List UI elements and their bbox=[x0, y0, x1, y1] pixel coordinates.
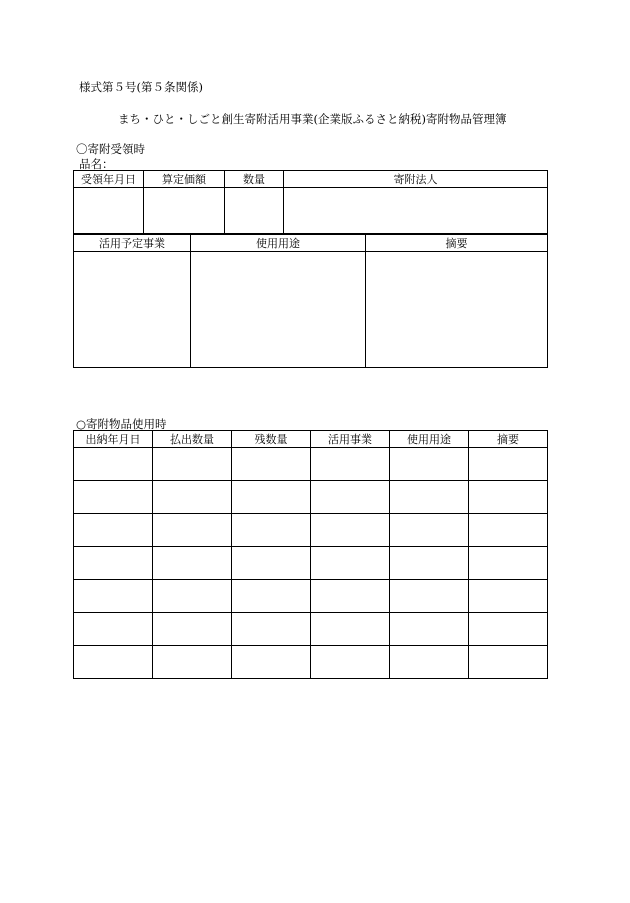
table-row bbox=[74, 646, 548, 679]
table-cell[interactable] bbox=[311, 448, 390, 481]
table-cell[interactable] bbox=[153, 514, 232, 547]
table-cell[interactable] bbox=[153, 646, 232, 679]
document-title: まち・ひと・しごと創生寄附活用事業(企業版ふるさと納税)寄附物品管理簿 bbox=[118, 112, 507, 126]
table-cell[interactable] bbox=[390, 646, 469, 679]
table-cell[interactable] bbox=[74, 481, 153, 514]
table-cell[interactable] bbox=[311, 646, 390, 679]
table-cell[interactable] bbox=[74, 613, 153, 646]
table-row bbox=[74, 613, 548, 646]
table-cell[interactable] bbox=[232, 613, 311, 646]
table-cell[interactable] bbox=[74, 646, 153, 679]
table-cell[interactable] bbox=[469, 514, 548, 547]
header-issue-date: 出納年月日 bbox=[74, 431, 153, 448]
table-cell[interactable] bbox=[232, 448, 311, 481]
table-cell[interactable] bbox=[153, 613, 232, 646]
table-cell[interactable] bbox=[153, 481, 232, 514]
cell-assessed-value[interactable] bbox=[144, 188, 225, 234]
header-planned-project: 活用予定事業 bbox=[74, 235, 191, 252]
table-cell[interactable] bbox=[469, 580, 548, 613]
table-cell[interactable] bbox=[74, 547, 153, 580]
section-receipt-heading: 〇寄附受領時 bbox=[76, 142, 145, 156]
cell-quantity[interactable] bbox=[225, 188, 284, 234]
form-number: 様式第５号(第５条関係) bbox=[79, 80, 203, 94]
receipt-table bbox=[73, 170, 548, 234]
table-cell[interactable] bbox=[311, 580, 390, 613]
table-cell[interactable] bbox=[232, 481, 311, 514]
table-cell[interactable] bbox=[469, 547, 548, 580]
table-cell[interactable] bbox=[311, 613, 390, 646]
header-remarks: 摘要 bbox=[366, 235, 548, 252]
table-cell[interactable] bbox=[74, 580, 153, 613]
table-cell[interactable] bbox=[390, 448, 469, 481]
table-row bbox=[74, 448, 548, 481]
cell-usage[interactable] bbox=[191, 252, 366, 368]
cell-planned-project[interactable] bbox=[74, 252, 191, 368]
table-row bbox=[74, 547, 548, 580]
table-cell[interactable] bbox=[153, 448, 232, 481]
header-issued-quantity: 払出数量 bbox=[153, 431, 232, 448]
table-cell[interactable] bbox=[311, 481, 390, 514]
table-cell[interactable] bbox=[311, 547, 390, 580]
table-cell[interactable] bbox=[469, 646, 548, 679]
planned-use-table bbox=[73, 234, 548, 368]
table-cell[interactable] bbox=[232, 646, 311, 679]
cell-receipt-date[interactable] bbox=[74, 188, 144, 234]
header-remaining-quantity: 残数量 bbox=[232, 431, 311, 448]
table-cell[interactable] bbox=[469, 613, 548, 646]
table-cell[interactable] bbox=[469, 481, 548, 514]
header-donor-corporation: 寄附法人 bbox=[284, 171, 548, 188]
header-receipt-date: 受領年月日 bbox=[74, 171, 144, 188]
cell-remarks[interactable] bbox=[366, 252, 548, 368]
table-cell[interactable] bbox=[390, 580, 469, 613]
usage-log-table bbox=[73, 430, 548, 679]
table-row bbox=[74, 481, 548, 514]
header-usage: 使用用途 bbox=[191, 235, 366, 252]
table-cell[interactable] bbox=[232, 514, 311, 547]
item-name-label: 品名： bbox=[79, 157, 114, 171]
header-project: 活用事業 bbox=[311, 431, 390, 448]
table-cell[interactable] bbox=[469, 448, 548, 481]
header-assessed-value: 算定価額 bbox=[144, 171, 225, 188]
table-cell[interactable] bbox=[232, 580, 311, 613]
table-cell[interactable] bbox=[232, 547, 311, 580]
table-cell[interactable] bbox=[311, 514, 390, 547]
table-row bbox=[74, 580, 548, 613]
table-cell[interactable] bbox=[74, 514, 153, 547]
table-cell[interactable] bbox=[390, 514, 469, 547]
table-cell[interactable] bbox=[390, 613, 469, 646]
header-usage: 使用用途 bbox=[390, 431, 469, 448]
table-cell[interactable] bbox=[153, 547, 232, 580]
table-row bbox=[74, 514, 548, 547]
table-cell[interactable] bbox=[74, 448, 153, 481]
table-cell[interactable] bbox=[390, 547, 469, 580]
section-usage-heading: ○寄附物品使用時 bbox=[76, 417, 167, 431]
cell-donor-corporation[interactable] bbox=[284, 188, 548, 234]
table-cell[interactable] bbox=[153, 580, 232, 613]
header-remarks: 摘要 bbox=[469, 431, 548, 448]
header-quantity: 数量 bbox=[225, 171, 284, 188]
table-cell[interactable] bbox=[390, 481, 469, 514]
